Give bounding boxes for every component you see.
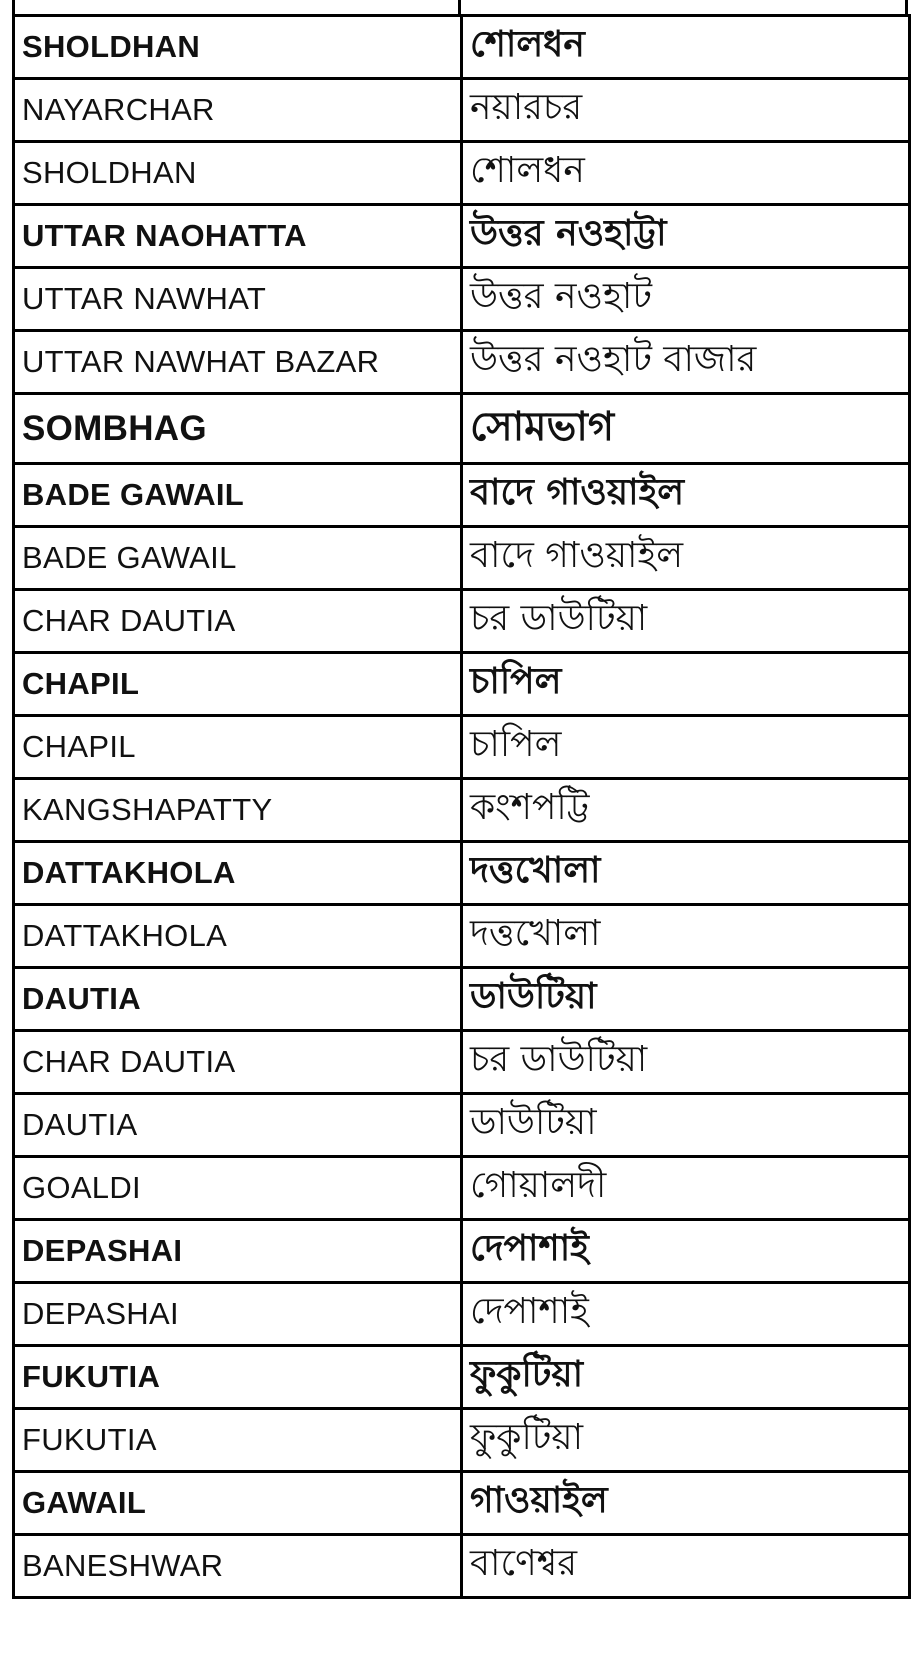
place-names-table-body (14, 16, 910, 1598)
english-name-cell: CHAR DAUTIA (14, 1031, 462, 1094)
table-row (14, 527, 910, 590)
bengali-name-cell: শোলধন (462, 16, 910, 79)
english-name-cell: CHAR DAUTIA (14, 590, 462, 653)
bengali-name-cell: শোলধন (462, 142, 910, 205)
table-row (14, 1220, 910, 1283)
table-border-stub-right (905, 0, 908, 14)
table-row (14, 1031, 910, 1094)
bengali-name-cell: কংশপট্টি (462, 779, 910, 842)
table-row (14, 716, 910, 779)
bengali-name-cell: চাপিল (462, 716, 910, 779)
bengali-name-cell: চর ডাউটিয়া (462, 1031, 910, 1094)
bengali-name-cell: ডাউটিয়া (462, 968, 910, 1031)
english-name-cell: KANGSHAPATTY (14, 779, 462, 842)
english-name-cell: SHOLDHAN (14, 16, 462, 79)
table-border-stub-left (12, 0, 15, 14)
bengali-name-cell: সোমভাগ (462, 394, 910, 464)
english-name-cell: SHOLDHAN (14, 142, 462, 205)
table-row (14, 590, 910, 653)
table-row (14, 464, 910, 527)
bengali-name-cell: গাওয়াইল (462, 1472, 910, 1535)
table-row (14, 1283, 910, 1346)
bengali-name-cell: নয়ারচর (462, 79, 910, 142)
table-row (14, 16, 910, 79)
table-border-stub-middle (458, 0, 461, 14)
english-name-cell: DAUTIA (14, 968, 462, 1031)
english-name-cell: DAUTIA (14, 1094, 462, 1157)
place-names-table (12, 14, 911, 1599)
bengali-name-cell: উত্তর নওহাট (462, 268, 910, 331)
english-name-cell: DEPASHAI (14, 1283, 462, 1346)
bengali-name-cell: দেপাশাই (462, 1220, 910, 1283)
english-name-cell: DATTAKHOLA (14, 905, 462, 968)
bengali-name-cell: বাণেশ্বর (462, 1535, 910, 1598)
english-name-cell: UTTAR NAWHAT BAZAR (14, 331, 462, 394)
english-name-cell: GAWAIL (14, 1472, 462, 1535)
bengali-name-cell: ফুকুটিয়া (462, 1409, 910, 1472)
table-row (14, 1346, 910, 1409)
english-name-cell: DATTAKHOLA (14, 842, 462, 905)
table-row (14, 268, 910, 331)
bengali-name-cell: বাদে গাওয়াইল (462, 464, 910, 527)
english-name-cell: FUKUTIA (14, 1346, 462, 1409)
bengali-name-cell: উত্তর নওহাট্টা (462, 205, 910, 268)
english-name-cell: BADE GAWAIL (14, 527, 462, 590)
bengali-name-cell: দত্তখোলা (462, 905, 910, 968)
bengali-name-cell: ফুকুটিয়া (462, 1346, 910, 1409)
table-row (14, 79, 910, 142)
english-name-cell: BADE GAWAIL (14, 464, 462, 527)
bengali-name-cell: চাপিল (462, 653, 910, 716)
table-row (14, 1535, 910, 1598)
table-row (14, 1157, 910, 1220)
bengali-name-cell: উত্তর নওহাট বাজার (462, 331, 910, 394)
table-row (14, 394, 910, 464)
table-row (14, 1409, 910, 1472)
table-row (14, 205, 910, 268)
table-row (14, 331, 910, 394)
english-name-cell: BANESHWAR (14, 1535, 462, 1598)
english-name-cell: GOALDI (14, 1157, 462, 1220)
table-row (14, 142, 910, 205)
table-row (14, 653, 910, 716)
table-row (14, 842, 910, 905)
english-name-cell: CHAPIL (14, 653, 462, 716)
english-name-cell: UTTAR NAWHAT (14, 268, 462, 331)
bengali-name-cell: চর ডাউটিয়া (462, 590, 910, 653)
table-row (14, 905, 910, 968)
english-name-cell: FUKUTIA (14, 1409, 462, 1472)
english-name-cell: SOMBHAG (14, 394, 462, 464)
table-row (14, 1472, 910, 1535)
bengali-name-cell: গোয়ালদী (462, 1157, 910, 1220)
english-name-cell: NAYARCHAR (14, 79, 462, 142)
bengali-name-cell: দেপাশাই (462, 1283, 910, 1346)
bengali-name-cell: ডাউটিয়া (462, 1094, 910, 1157)
table-row (14, 1094, 910, 1157)
bengali-name-cell: বাদে গাওয়াইল (462, 527, 910, 590)
english-name-cell: DEPASHAI (14, 1220, 462, 1283)
table-row (14, 968, 910, 1031)
english-name-cell: UTTAR NAOHATTA (14, 205, 462, 268)
english-name-cell: CHAPIL (14, 716, 462, 779)
table-row (14, 779, 910, 842)
bengali-name-cell: দত্তখোলা (462, 842, 910, 905)
